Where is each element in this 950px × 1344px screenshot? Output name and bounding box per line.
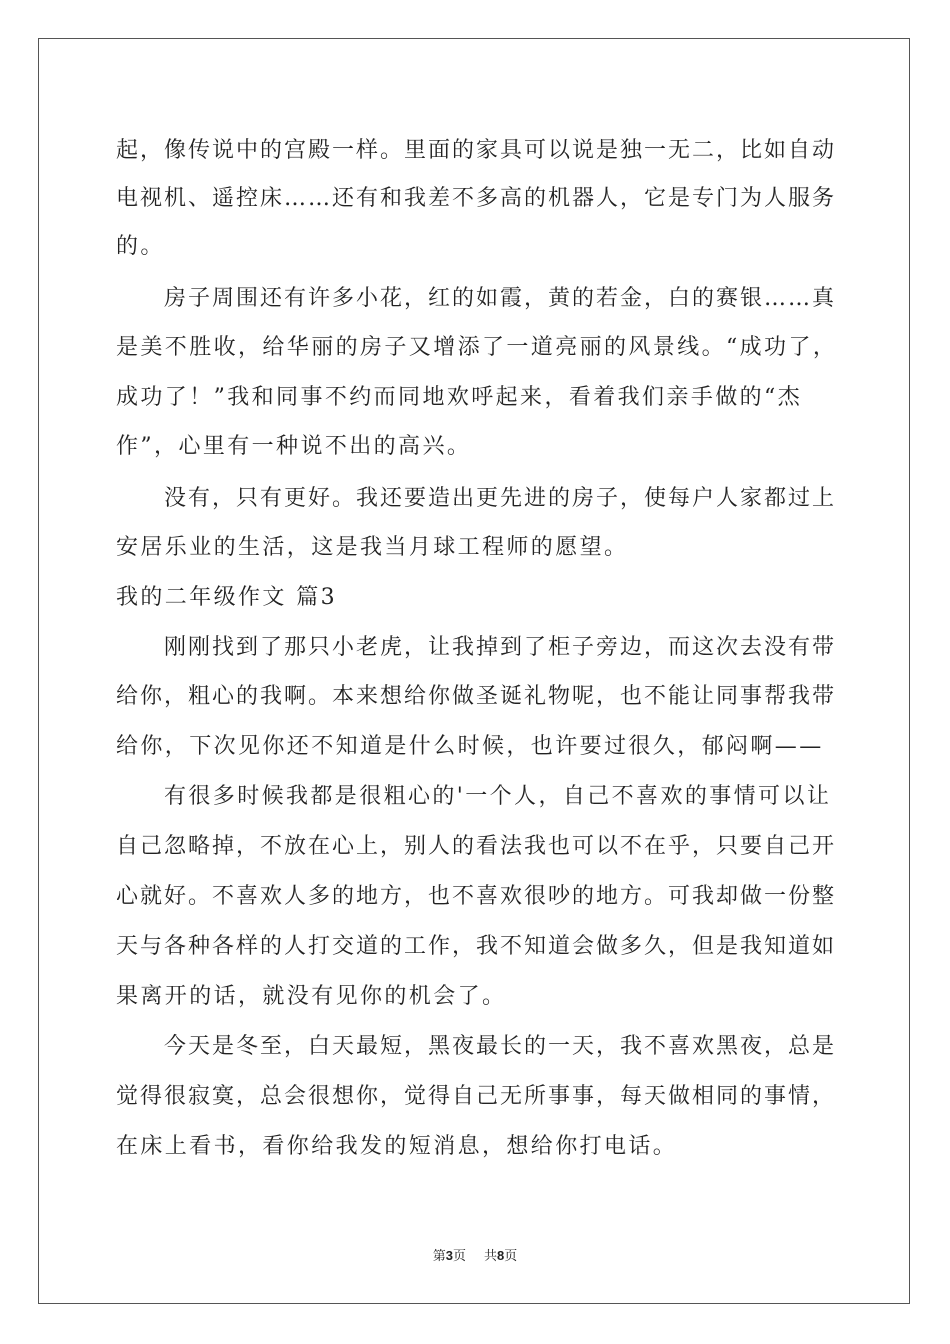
- text-line: 心就好。不喜欢人多的地方，也不喜欢很吵的地方。可我却做一份整: [116, 884, 837, 909]
- total-pages: 8: [497, 1248, 505, 1263]
- total-pages-indicator: 共8页: [484, 1248, 518, 1264]
- text-line: 电视机、遥控床……还有和我差不多高的机器人，它是专门为人服务: [116, 186, 837, 211]
- text-line: 没有，只有更好。我还要造出更先进的房子，使每户人家都过上: [164, 486, 837, 511]
- text-line: 刚刚找到了那只小老虎，让我掉到了柜子旁边，而这次去没有带: [164, 635, 837, 660]
- text-line: 给你，下次见你还不知道是什么时候，也许要过很久，郁闷啊——: [116, 734, 824, 759]
- section-heading: 我的二年级作文 篇3: [116, 585, 337, 610]
- text-line: 觉得很寂寞，总会很想你，觉得自己无所事事，每天做相同的事情，: [116, 1084, 837, 1109]
- text-line: 天与各种各样的人打交道的工作，我不知道会做多久，但是我知道如: [116, 934, 837, 959]
- text-line: 房子周围还有许多小花，红的如霞，黄的若金，白的赛银……真: [164, 286, 837, 311]
- text-line: 成功了！”我和同事不约而同地欢呼起来，看着我们亲手做的“杰: [116, 385, 803, 410]
- text-line: 在床上看书，看你给我发的短消息，想给你打电话。: [116, 1134, 678, 1159]
- text-line: 安居乐业的生活，这是我当月球工程师的愿望。: [116, 535, 629, 560]
- text-line: 给你，粗心的我啊。本来想给你做圣诞礼物呢，也不能让同事帮我带: [116, 684, 837, 709]
- page-number: 3: [445, 1248, 453, 1263]
- page-border: [38, 38, 910, 1304]
- text-line: 果离开的话，就没有见你的机会了。: [116, 984, 507, 1009]
- text-line: 作”，心里有一种说不出的高兴。: [116, 434, 472, 459]
- text-line: 的。: [116, 234, 165, 259]
- text-line: 自己忽略掉，不放在心上，别人的看法我也可以不在乎，只要自己开: [116, 834, 837, 859]
- page-indicator: 第3页: [432, 1248, 466, 1264]
- text-line: 起，像传说中的宫殿一样。里面的家具可以说是独一无二，比如自动: [116, 138, 837, 163]
- text-line: 有很多时候我都是很粗心的'一个人，自己不喜欢的事情可以让: [164, 784, 832, 809]
- text-line: 是美不胜收，给华丽的房子又增添了一道亮丽的风景线。“成功了，: [116, 335, 838, 360]
- text-line: 今天是冬至，白天最短，黑夜最长的一天，我不喜欢黑夜，总是: [164, 1034, 837, 1059]
- page-footer: [0, 1245, 950, 1264]
